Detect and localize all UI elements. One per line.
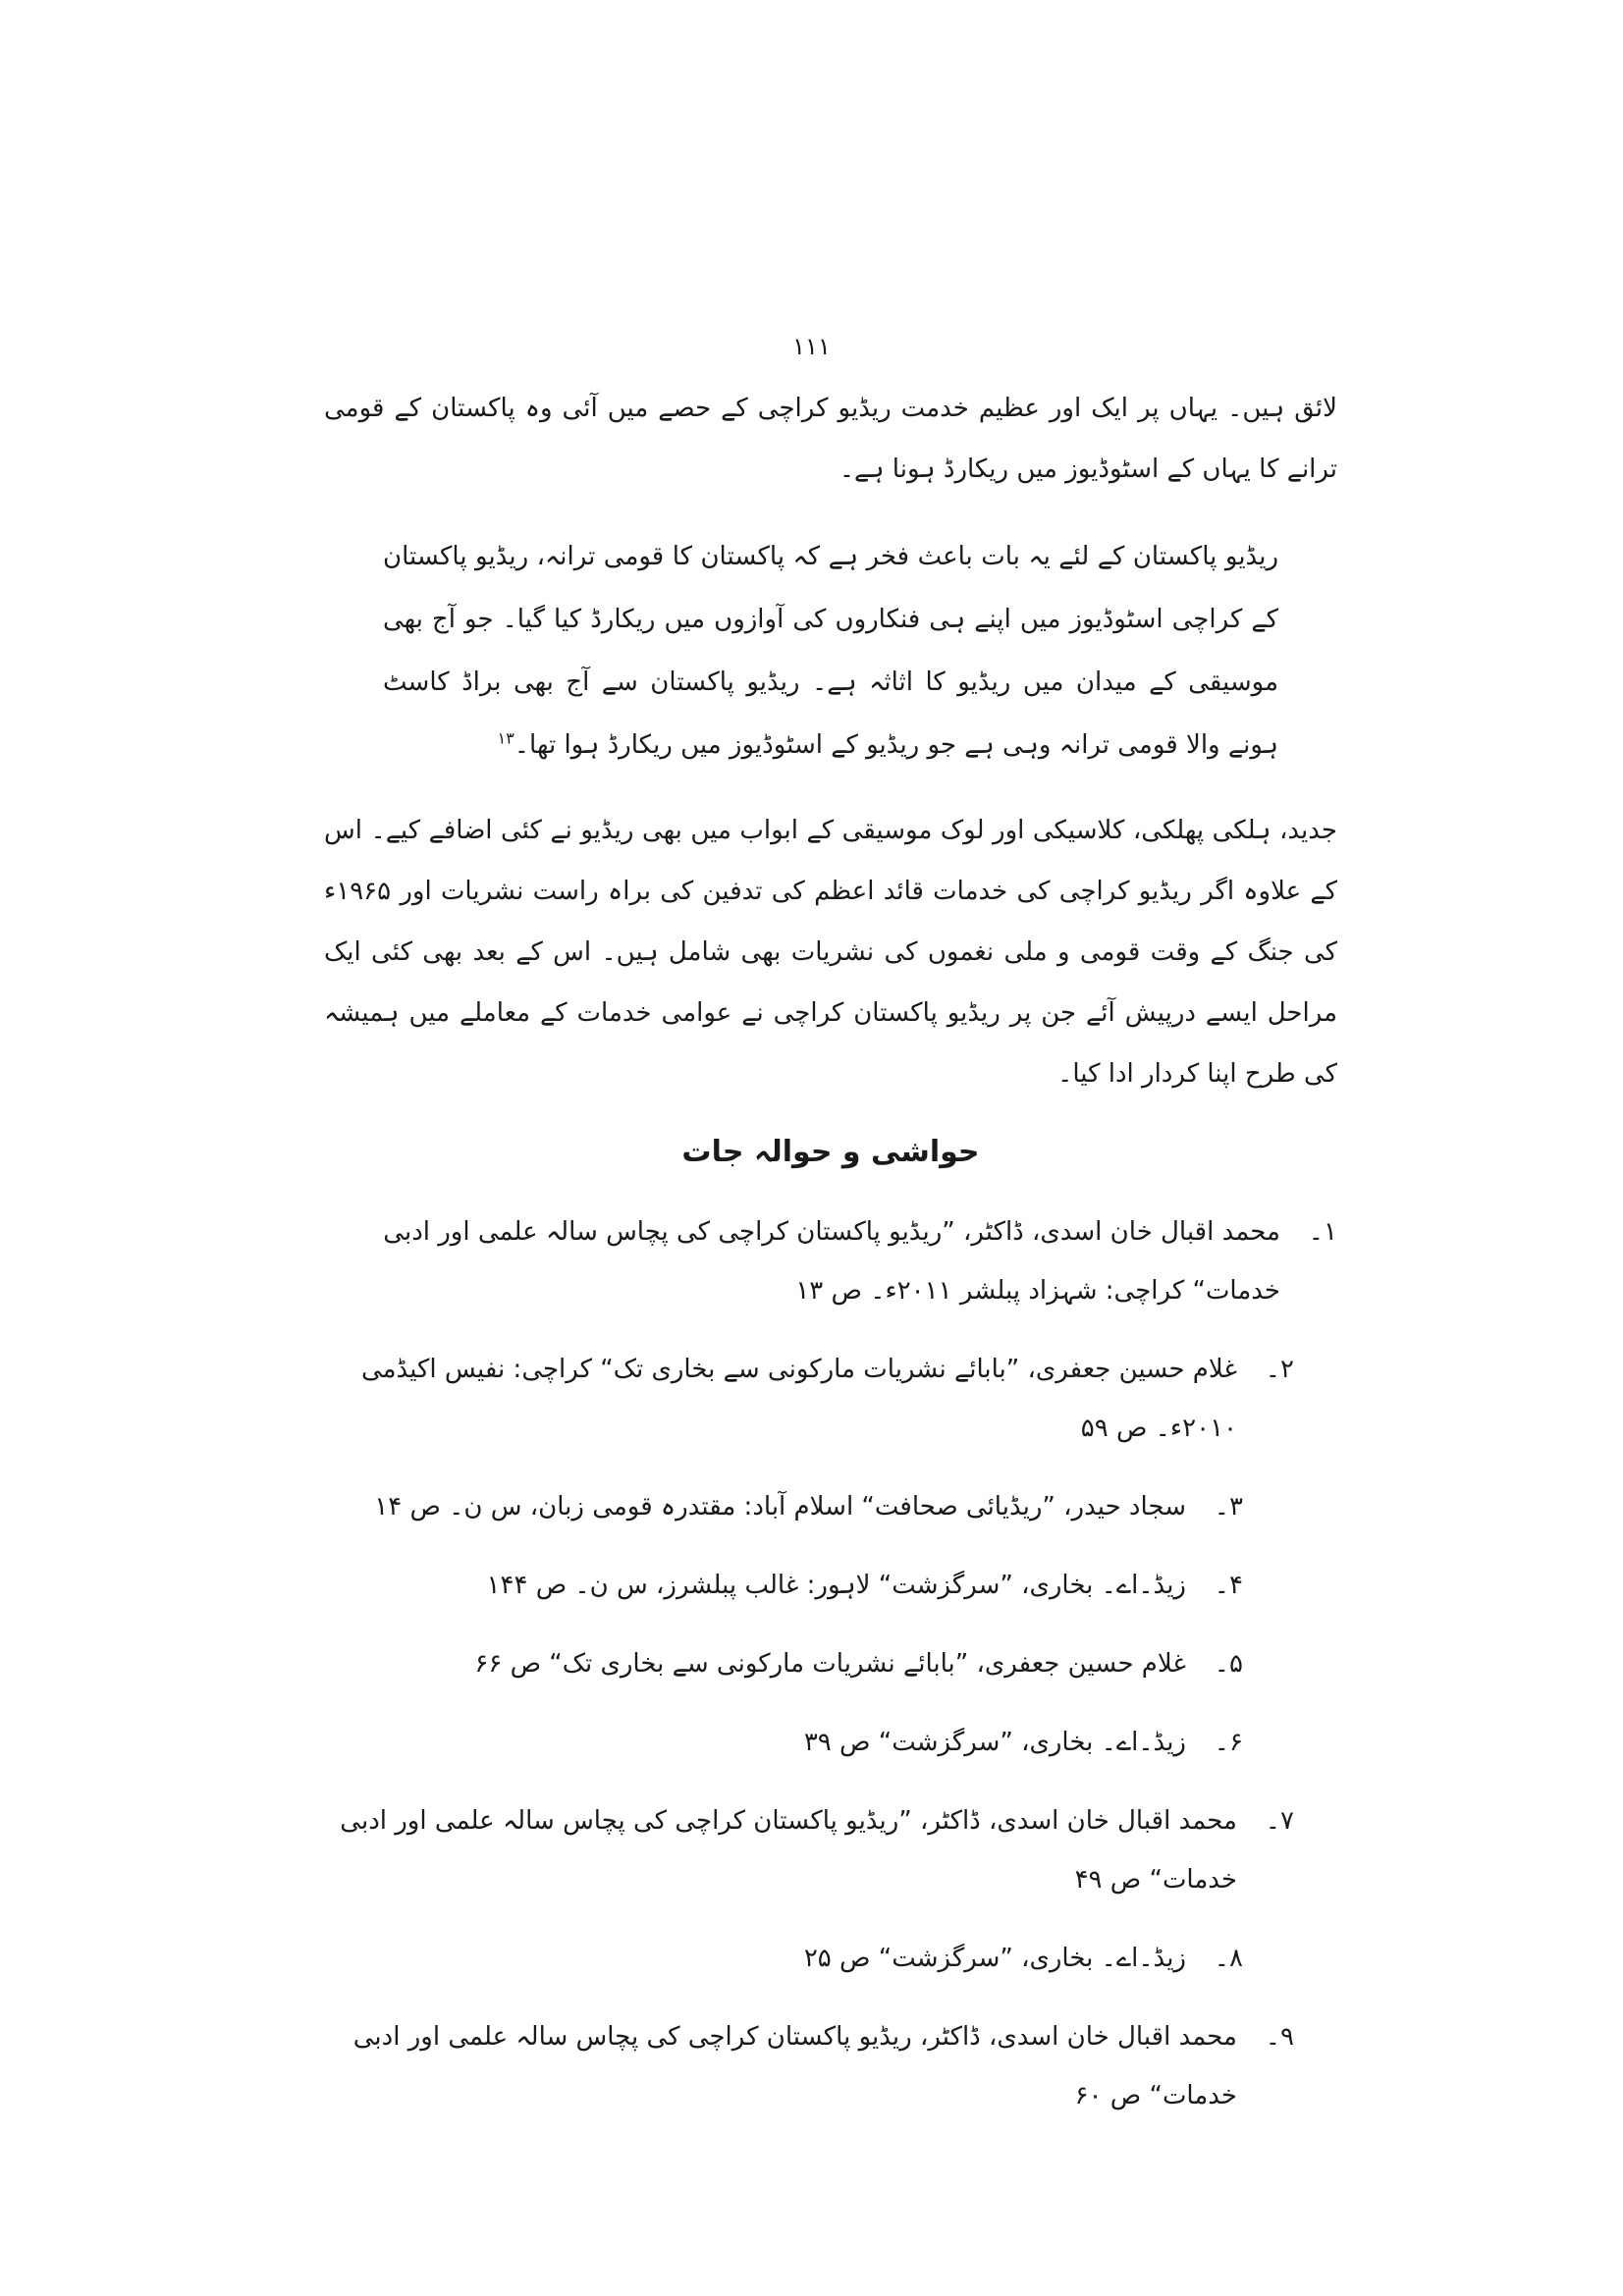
body-paragraph-1: لائق ہیں۔ یہاں پر ایک اور عظیم خدمت ریڈیو کراچی کے حصے میں آئی وہ پاکستان کے قومی ترانے کا یہاں کے اسٹوڈیوز میں ریکارڈ ہونا ہے۔ xyxy=(324,394,1337,484)
reference-number: ۸۔ xyxy=(1214,1944,1243,1973)
reference-text: سجاد حیدر، ”ریڈیائی صحافت“ اسلام آباد: مقتدرہ قومی زبان، س ن۔ ص ۱۴ xyxy=(374,1492,1186,1522)
reference-text: محمد اقبال خان اسدی، ڈاکٹر، ”ریڈیو پاکستان کراچی کی پچاس سالہ علمی اور ادبی خدمات“ کراچی: شہزاد پبلشر ۲۰۱۱ء۔ ص ۱۳ xyxy=(383,1217,1280,1306)
reference-number: ۹۔ xyxy=(1265,2022,1294,2052)
reference-text: زیڈ۔اے۔ بخاری، ”سرگزشت“ ص ۳۹ xyxy=(803,1728,1186,1757)
reference-item xyxy=(324,1713,1337,1772)
references-heading: حواشی و حوالہ جات xyxy=(681,1135,980,1169)
reference-text: محمد اقبال خان اسدی، ڈاکٹر، ”ریڈیو پاکستان کراچی کی پچاس سالہ علمی اور ادبی خدمات“ ص ۴۹ xyxy=(340,1806,1237,1895)
reference-number: ۳۔ xyxy=(1214,1492,1243,1522)
reference-item xyxy=(324,1929,1337,1988)
body-paragraph-2: جدید، ہلکی پھلکی، کلاسیکی اور لوک موسیقی کے ابواب میں بھی ریڈیو نے کئی اضافے کیے۔ اس کے علاوہ اگر ریڈیو کراچی کی خدمات قائد اعظم کی تدفین کی براہ راست نشریات اور ۱۹۶۵ء کی جنگ کے وقت قومی و ملی نغموں کی نشریات بھی شامل ہیں۔ اس کے بعد بھی کئی ایک مراحل ایسے درپیش آئے جن پر ریڈیو پاکستان کراچی نے عوامی خدمات کے معاملے میں ہمیشہ کی طرح اپنا کردار ادا کیا۔ xyxy=(324,816,1337,1089)
page-number: ۱۱۱ xyxy=(792,333,831,360)
block-quote-text: ریڈیو پاکستان کے لئے یہ بات باعث فخر ہے کہ پاکستان کا قومی ترانہ، ریڈیو پاکستان کے کراچی اسٹوڈیوز میں اپنے ہی فنکاروں کی آوازوں میں ریکارڈ کیا گیا۔ جو آج بھی موسیقی کے میدان میں ریڈیو کا اثاثہ ہے۔ ریڈیو پاکستان سے آج بھی براڈ کاسٹ ہونے والا قومی ترانہ وہی ہے جو ریڈیو کے اسٹوڈیوز میں ریکارڈ ہوا تھا۔ xyxy=(383,542,1278,760)
reference-number: ۶۔ xyxy=(1214,1728,1243,1757)
reference-item xyxy=(324,1791,1337,1909)
reference-text: زیڈ۔اے۔ بخاری، ”سرگزشت“ لاہور: غالب پبلشرز، س ن۔ ص ۱۴۴ xyxy=(486,1571,1186,1600)
reference-item xyxy=(324,1634,1337,1693)
reference-text: غلام حسین جعفری، ”بابائے نشریات مارکونی سے بخاری تک“ ص ۶۶ xyxy=(474,1649,1186,1679)
reference-text: محمد اقبال خان اسدی، ڈاکٹر، ریڈیو پاکستان کراچی کی پچاس سالہ علمی اور ادبی خدمات“ ص ۶۰ xyxy=(352,2022,1237,2110)
reference-text: زیڈ۔اے۔ بخاری، ”سرگزشت“ ص ۲۵ xyxy=(803,1944,1186,1973)
reference-number: ۱۔ xyxy=(1308,1217,1337,1247)
reference-text: غلام حسین جعفری، ”بابائے نشریات مارکونی سے بخاری تک“ کراچی: نفیس اکیڈمی ۲۰۱۰ء۔ ص ۵۹ xyxy=(360,1355,1237,1443)
page-content xyxy=(324,378,1337,2145)
reference-item xyxy=(324,2007,1337,2125)
reference-item xyxy=(324,1477,1337,1536)
reference-number: ۲۔ xyxy=(1265,1355,1294,1384)
reference-item xyxy=(324,1340,1337,1458)
reference-number: ۵۔ xyxy=(1214,1649,1243,1679)
reference-item xyxy=(324,1556,1337,1615)
reference-item xyxy=(324,1202,1337,1320)
reference-number: ۷۔ xyxy=(1265,1806,1294,1836)
reference-number: ۴۔ xyxy=(1214,1571,1243,1600)
block-quote xyxy=(383,525,1278,776)
references-list xyxy=(324,1202,1337,2125)
footnote-marker: ۱۳ xyxy=(497,728,514,748)
